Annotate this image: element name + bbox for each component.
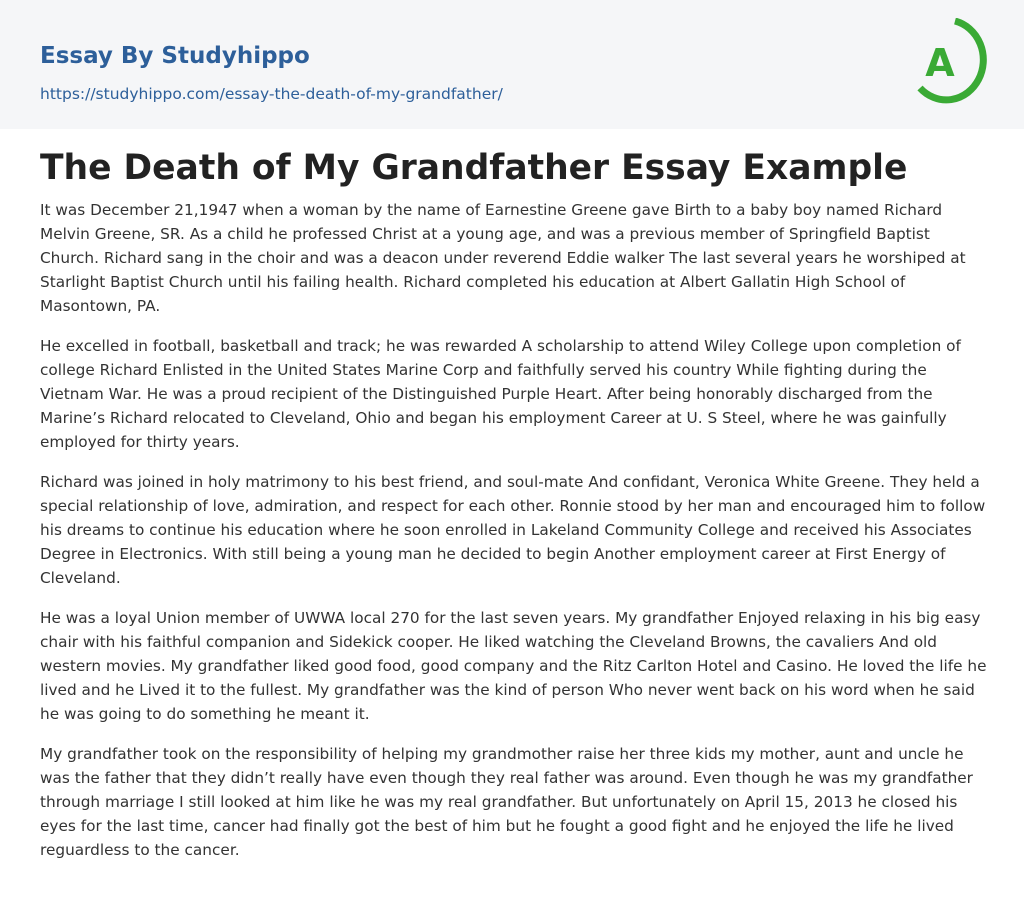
article	[40, 145, 990, 878]
brand-title: Essay By Studyhippo	[40, 43, 310, 69]
source-url-link[interactable]: https://studyhippo.com/essay-the-death-of-my-grandfather/	[40, 85, 503, 103]
site-header	[0, 0, 1024, 129]
essay-paragraph-2: He excelled in football, basketball and track; he was rewarded A scholarship to attend Wiley College upon completion of college Richard Enlisted in the United States Marine Corp and faithfully served his country While fighting during the Vietnam War. He was a proud recipient of the Distinguished Purple Heart. After being honorably discharged from the Marine’s Richard relocated to Cleveland, Ohio and began his employment Career at U. S Steel, where he was gainfully employed for thirty years.	[40, 337, 961, 451]
page-title: The Death of My Grandfather Essay Example	[40, 148, 908, 188]
logo-letter: A	[925, 41, 955, 85]
essay-paragraph-4: He was a loyal Union member of UWWA local 270 for the last seven years. My grandfather Enjoyed relaxing in his big easy chair with his faithful companion and Sidekick cooper. He liked watching the Cleveland Browns, the cavaliers And old western movies. My grandfather liked good food, good company and the Ritz Carlton Hotel and Casino. He loved the life he lived and he Lived it to the fullest. My grandfather was the kind of person Who never went back on his word when he said he was going to do something he meant it.	[40, 609, 987, 723]
essay-paragraph-1: It was December 21,1947 when a woman by the name of Earnestine Greene gave Birth to a baby boy named Richard Melvin Greene, SR. As a child he professed Christ at a young age, and was a previous member of Springfield Baptist Church. Richard sang in the choir and was a deacon under reverend Eddie walker The last several years he worshiped at Starlight Baptist Church until his failing health. Richard completed his education at Albert Gallatin High School of Masontown, PA.	[40, 201, 966, 315]
studyhippo-logo-icon[interactable]	[911, 18, 987, 106]
essay-paragraph-5: My grandfather took on the responsibility of helping my grandmother raise her three kids my mother, aunt and uncle he was the father that they didn’t really have even though they real father was around. Even though he was my grandfather through marriage I still looked at him like he was my real grandfather. But unfortunately on April 15, 2013 he closed his eyes for the last time, cancer had finally got the best of him but he fought a good fight and he enjoyed the life he lived reguardless to the cancer.	[40, 745, 973, 859]
essay-paragraph-3: Richard was joined in holy matrimony to his best friend, and soul-mate And confidant, Veronica White Greene. They held a special relationship of love, admiration, and respect for each other. Ronnie stood by her man and encouraged him to follow his dreams to continue his education where he soon enrolled in Lakeland Community College and received his Associates Degree in Electronics. With still being a young man he decided to begin Another employment career at First Energy of Cleveland.	[40, 473, 986, 587]
